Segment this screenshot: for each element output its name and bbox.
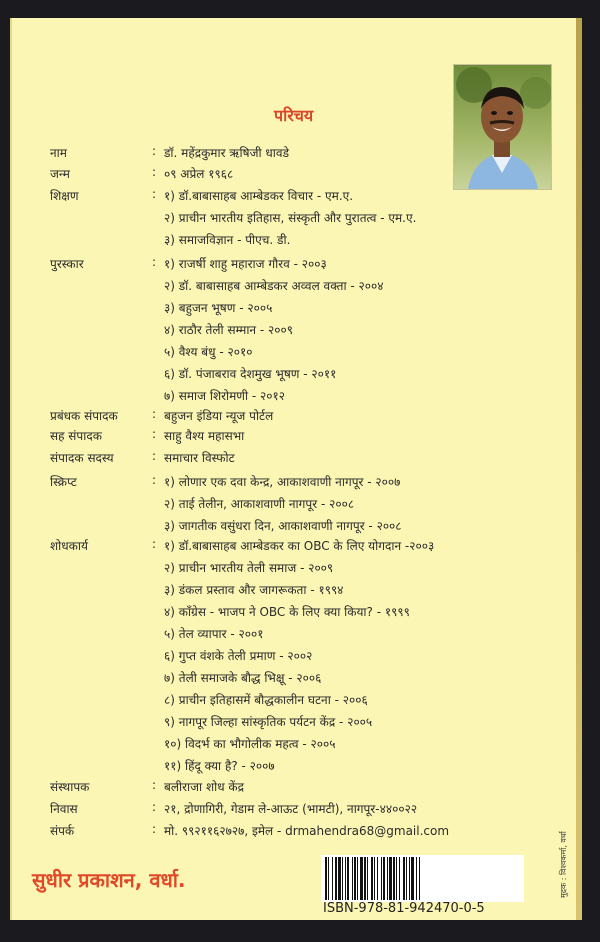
barcode-bar (360, 857, 363, 900)
barcode-bar (345, 857, 346, 900)
row-label: शोधकार्य (50, 539, 88, 553)
row-value: डॉ. महेंद्रकुमार ऋषिजी धावडे (164, 146, 289, 160)
barcode-bar (393, 857, 395, 900)
barcode-bar (338, 857, 341, 900)
barcode-bar (419, 857, 420, 900)
row-value: ६) गुप्त वंशके तेली प्रमाण - २००२ (164, 649, 313, 663)
row-label: निवास (50, 802, 78, 816)
row-colon: : (152, 473, 157, 487)
barcode-bar (332, 857, 333, 900)
row-value: १) डॉ.बाबासाहब आम्बेडकर का OBC के लिए योगदान -२००३ (164, 539, 435, 553)
row-value: बहुजन इंडिया न्यूज पोर्टल (164, 409, 274, 423)
row-colon: : (152, 822, 157, 836)
author-photo-illustration (454, 65, 551, 189)
row-value: ५) वैश्य बंधु - २०१० (164, 345, 253, 359)
row-colon: : (152, 778, 157, 792)
page-title: परिचय (274, 106, 314, 125)
barcode-bar (374, 857, 375, 900)
row-label: संपर्क (50, 824, 75, 838)
barcode-bar (354, 857, 356, 900)
row-label: स्क्रिप्ट (50, 475, 77, 489)
barcode-bar (403, 857, 405, 900)
row-colon: : (152, 255, 157, 269)
row-colon: : (152, 537, 157, 551)
row-label: संपादक सदस्य (50, 451, 114, 465)
row-value: बलीराजा शोध केंद्र (164, 780, 244, 794)
barcode-bar (411, 857, 414, 900)
barcode-bar (328, 857, 329, 900)
row-value: ३) बहुजन भूषण - २००५ (164, 301, 273, 315)
barcode-bar (352, 857, 353, 900)
barcode-bar (389, 857, 392, 900)
barcode-bar (335, 857, 337, 900)
row-label: जन्म (50, 167, 70, 181)
row-colon: : (152, 427, 157, 441)
row-value: ६) डॉ. पंजाबराव देशमुख भूषण - २०११ (164, 367, 337, 381)
row-value: ८) प्राचीन इतिहासमें बौद्धकालीन घटना - २००६ (164, 693, 368, 707)
row-value: १०) विदर्भ का भौगोलीक महत्व - २००५ (164, 737, 336, 751)
row-value: ३) डंकल प्रस्ताव और जागरूकता - १९९४ (164, 583, 344, 597)
barcode-bar (383, 857, 385, 900)
cover-edge (576, 18, 582, 920)
barcode-bar (357, 857, 358, 900)
barcode-bar (399, 857, 400, 900)
row-value: २१, द्रोणागिरी, गेडाम ले-आऊट (भामटी), नागपूर-४४००२२ (164, 802, 418, 816)
row-value: २) प्राचीन भारतीय इतिहास, संस्कृती और पुरातत्व - एम.ए. (164, 211, 417, 225)
row-value: २) ताई तेलीन, आकाशवाणी नागपूर - २००८ (164, 497, 355, 511)
row-value: मो. ९९२११६२७२७, इमेल - drmahendra68@gmail.com (164, 824, 450, 838)
row-value: ०९ अप्रेल १९६८ (164, 167, 234, 181)
barcode-bar (416, 857, 417, 900)
row-value: ११) हिंदू क्या है? - २००७ (164, 759, 275, 773)
row-value: साहु वैश्य महासभा (164, 429, 245, 443)
row-colon: : (152, 165, 157, 179)
author-photo (453, 64, 552, 190)
row-label: शिक्षण (50, 189, 79, 203)
row-colon: : (152, 187, 157, 201)
row-value: ७) तेली समाजके बौद्ध भिक्षू - २००६ (164, 671, 322, 685)
row-value: ४) कॉंग्रेस - भाजप ने OBC के लिए क्या किया? - १९९९ (164, 605, 410, 619)
row-value: समाचार विस्फोट (164, 451, 235, 465)
row-value: १) राजर्षी शाहु महाराज गौरव - २००३ (164, 257, 327, 271)
barcode-bar (381, 857, 382, 900)
row-label: प्रबंधक संपादक (50, 409, 118, 423)
row-colon: : (152, 407, 157, 421)
barcode-bar (406, 857, 407, 900)
barcode-bar (367, 857, 368, 900)
row-value: ४) राठौर तेली सम्मान - २००९ (164, 323, 294, 337)
barcode-bar (387, 857, 388, 900)
barcode-bar (347, 857, 349, 900)
row-colon: : (152, 449, 157, 463)
row-value: ९) नागपूर जिल्हा सांस्कृतिक पर्यटन केंद्र - २००५ (164, 715, 373, 729)
row-label: सह संपादक (50, 429, 102, 443)
barcode-bar (364, 857, 366, 900)
barcode-bar (371, 857, 373, 900)
barcode (321, 855, 524, 902)
book-back-cover (10, 18, 582, 920)
row-colon: : (152, 800, 157, 814)
barcode-bar (396, 857, 397, 900)
barcode-bar (325, 857, 327, 900)
barcode-graphic (321, 855, 524, 902)
row-value: २) प्राचीन भारतीय तेली समाज - २००९ (164, 561, 334, 575)
row-value: ७) समाज शिरोमणी - २०१२ (164, 389, 286, 403)
row-colon: : (152, 144, 157, 158)
row-value: २) डॉ. बाबासाहब आम्बेडकर अव्वल वक्ता - २००४ (164, 279, 384, 293)
barcode-bar (409, 857, 410, 900)
row-value: ३) समाजविज्ञान - पीएच. डी. (164, 233, 291, 247)
row-value: ३) जागतीक वसुंधरा दिन, आकाशवाणी नागपूर - २००८ (164, 519, 402, 533)
row-label: नाम (50, 146, 67, 160)
row-value: १) लोणार एक दवा केन्द्र, आकाशवाणी नागपूर - २००७ (164, 475, 401, 489)
row-label: पुरस्कार (50, 257, 84, 271)
row-value: ५) तेल व्यापार - २००१ (164, 627, 264, 641)
printer-credit: मुद्रक : विश्वकर्मा, वर्धा (559, 831, 568, 898)
row-label: संस्थापक (50, 780, 90, 794)
barcode-bar (377, 857, 378, 900)
barcode-bar (342, 857, 343, 900)
row-value: १) डॉ.बाबासाहब आम्बेडकर विचार - एम.ए. (164, 189, 354, 203)
publisher-name: सुधीर प्रकाशन, वर्धा. (32, 868, 186, 892)
isbn-number: ISBN-978-81-942470-0-5 (323, 901, 485, 916)
